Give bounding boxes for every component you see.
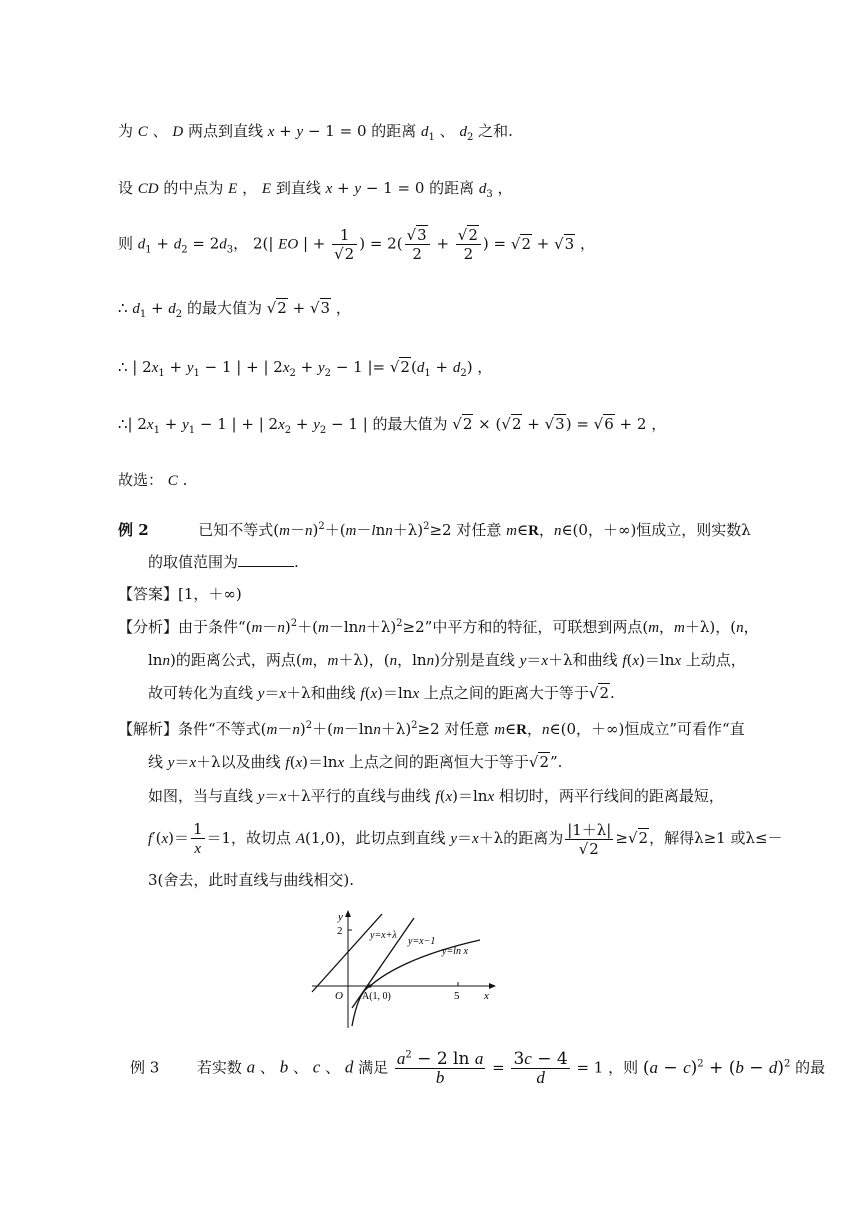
point-a — [368, 984, 371, 987]
label-line2: y=x−1 — [408, 936, 436, 947]
solution-line-6: ∴| $2x_1 + y_1 - 1$ | + | $2x_2 + y_2 - 1$ | 的最大值为 √2 × (√2 + √3) = √6 + 2 ， — [118, 415, 667, 436]
analysis-line-3: 故可转化为直线 y＝x＋λ和曲线 f(x)＝lnx 上点之间的距离大于等于√2. — [148, 684, 615, 702]
solution-line-1: 为 C 、 D 两点到直线 x + y − 1 = 0 的距离 $d_1$ 、 $d_2$ 之和. — [118, 122, 513, 143]
solution-line-7: 故选： C . — [118, 471, 188, 489]
tick-label-x: 5 — [454, 990, 460, 1002]
example3-line: 例 3 若实数 a 、 b 、 c 、 d 满足 $\frac{a^2 - 2 \ln a}{b}$ = $\frac{3c - 4}{d}$ = 1 ，则 $(a - c)^2 + (b - d)^2$ 的最 — [130, 1049, 826, 1087]
solution-ex2-line-3: 如图，当与直线 y＝x＋λ平行的直线与曲线 f(x)＝lnx 相切时，两平行线间的距离最短， — [148, 787, 724, 805]
y-axis-arrow — [345, 910, 351, 917]
point-label: A(1, 0) — [362, 991, 391, 1002]
solution-ex2-line-5: 3(舍去，此时直线与曲线相交). — [148, 871, 355, 889]
y-axis-label: y — [338, 911, 343, 923]
solution-line-3: 则 $d_1 + d_2 = 2d_3$， 2(| EO | + $\frac{1}{√2}$ ) = 2( $\frac{√3}{2}$ + $\frac{√2}{2}$ ) = √2 + √3 ， — [118, 226, 595, 263]
origin-label: O — [335, 990, 343, 1002]
label-line1: y=x+λ — [370, 930, 397, 941]
answer-text: [1，＋∞) — [178, 585, 242, 603]
solution-ex2-line-4: f′(x)＝ $\frac{1}{x}$ ＝1，故切点 A(1,0)，此切点到直线 y＝x＋λ的距离为 $\frac{|1+\lambda|}{√2}$ ≥√2，解得λ≥1 或λ≤－ — [148, 820, 783, 858]
solution-line-2: 设 CD 的中点为 E ， E 到直线 x + y − 1 = 0 的距离 $d_3$ ， — [118, 179, 513, 200]
analysis-line-1: 【分析】由于条件“$(m-n)^2+(m-\ln n+\lambda)^2\ge 2$”中平方和的特征，可联想到两点(m，m＋λ)，(n， — [118, 618, 759, 636]
solution-line-4: ∴ $d_1 + d_2$ 的最大值为 √2 + √3 ， — [118, 299, 351, 320]
example3-label: 例 3 — [130, 1058, 160, 1077]
x-axis-label: x — [484, 990, 489, 1002]
analysis-line-2: lnn)的距离公式，两点(m，m＋λ)，(n，lnn)分别是直线 y＝x＋λ和曲线 f(x)＝lnx 上动点， — [148, 651, 746, 669]
solution-label: 【解析】 — [118, 720, 179, 738]
solution-line-5: ∴ | $2x_1 + y_1 - 1$ | + | $2x_2 + y_2 - 1$ |= $√2(d_1 + d_2)$ ， — [118, 358, 493, 379]
tick-label-y: 2 — [337, 925, 343, 937]
example2-label: 例 2 — [118, 521, 149, 539]
example2-line-1: 例 2 已知不等式$(m-n)^2+(m-\ln n+\lambda)^2\ge 2$ 对任意 m∈R，n∈(0，＋∞)恒成立，则实数λ — [118, 521, 751, 539]
answer-line — [118, 584, 242, 604]
x-axis-arrow — [489, 983, 496, 989]
analysis-label: 【分析】 — [118, 618, 179, 636]
solution-ex2-line-2: 线 y＝x＋λ以及曲线 f(x)＝lnx 上点之间的距离恒大于等于√2”. — [148, 753, 563, 771]
figure-graph — [308, 908, 504, 1030]
solution-ex2-line-1: 【解析】条件“不等式$(m-n)^2+(m-\ln n+\lambda)^2\ge 2$ 对任意 m∈R，n∈(0，＋∞)恒成立”可看作“直 — [118, 720, 745, 738]
answer-label: 【答案】 — [118, 585, 179, 603]
example2-line-2: 的取值范围为 . — [148, 553, 299, 571]
label-curve: y=ln x — [442, 946, 468, 957]
